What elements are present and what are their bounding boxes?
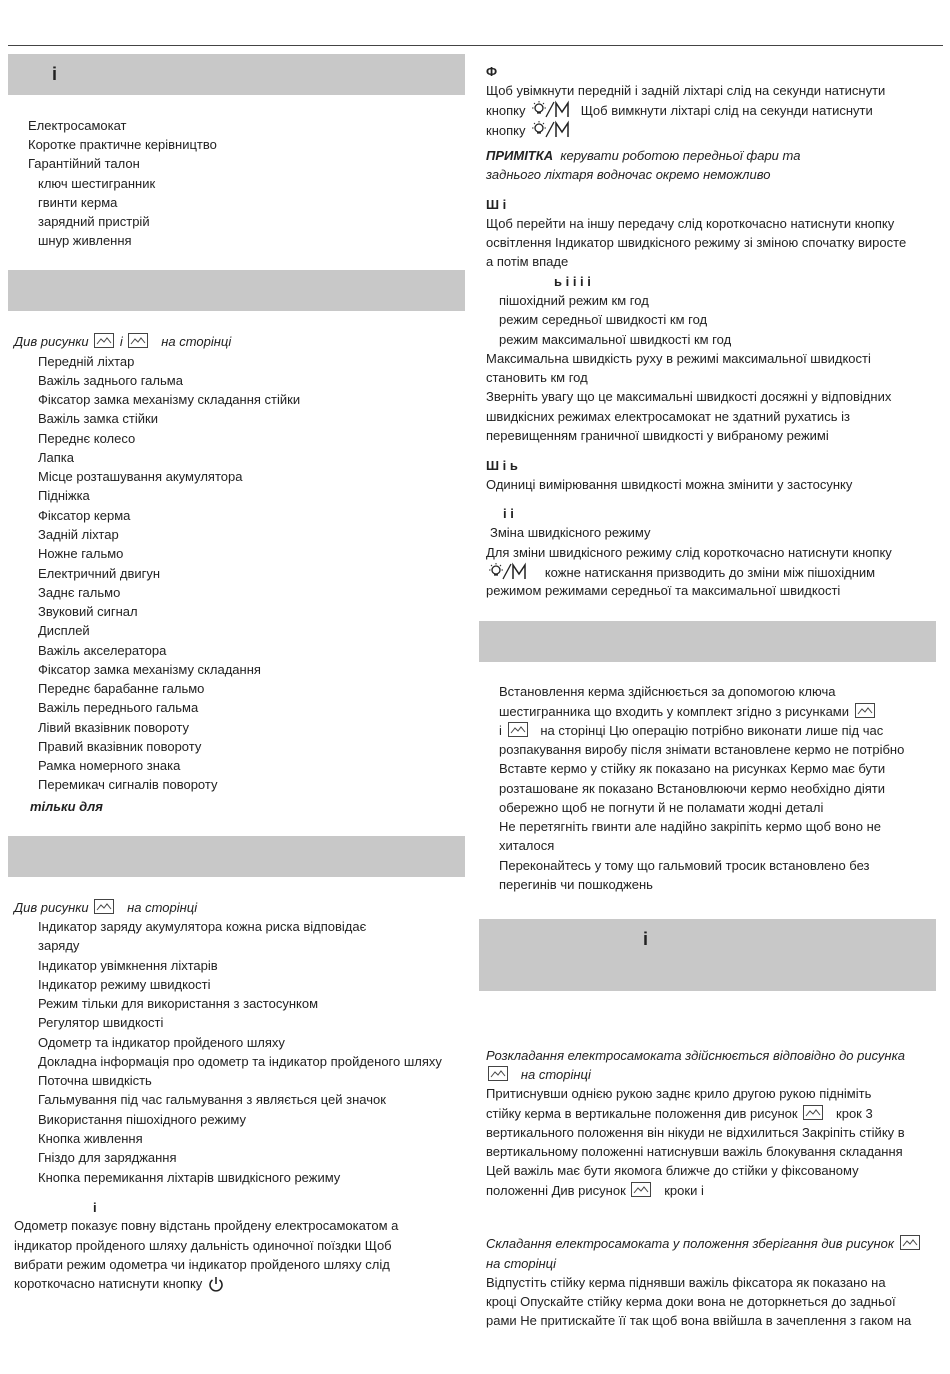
display-item: Індикатор режиму швидкості xyxy=(38,977,211,992)
image-icon xyxy=(803,1105,823,1120)
contents-item: Коротке практичне керівництво xyxy=(28,137,217,152)
parts-item: Фіксатор керма xyxy=(38,508,131,523)
section-bar-contents xyxy=(8,54,465,95)
parts-item: Фіксатор замка механізму складання стійки xyxy=(38,392,301,407)
parts-item: Заднє гальмо xyxy=(38,585,121,600)
fold-text: Відпустіть стійку керма піднявши важіль фіксатора як показано на xyxy=(486,1275,886,1290)
display-item: Індикатор увімкнення ліхтарів xyxy=(38,958,218,973)
odometer-text: індикатор пройденого шляху дальність одиночної поїздки Щоб xyxy=(14,1238,392,1253)
mode-item: режим середньої швидкості км год xyxy=(499,312,708,327)
odometer-text: вибрати режим одометра чи індикатор пройденого шляху слід xyxy=(14,1257,390,1272)
display-item: заряду xyxy=(38,938,80,953)
section-bar-handlebar xyxy=(479,621,936,662)
contents-item: гвинти керма xyxy=(38,195,118,210)
display-item: Регулятор швидкості xyxy=(38,1015,164,1030)
gear-text: Щоб перейти на іншу передачу слід короткочасно натиснути кнопку xyxy=(486,216,895,231)
handlebar-text: шестигранника що входить у комплект згідно з рисунками xyxy=(499,702,877,721)
parts-item: Підніжка xyxy=(38,488,90,503)
note-label: ПРИМІТКА xyxy=(486,148,554,163)
odometer-text: Одометр показує повну відстань пройдену електросамокатом а xyxy=(14,1218,399,1233)
parts-item: Місце розташування акумулятора xyxy=(38,469,243,484)
parts-item: Передній ліхтар xyxy=(38,354,135,369)
change-heading: і і xyxy=(503,506,514,521)
handlebar-text: хиталося xyxy=(499,838,555,853)
change-subheading: Зміна швидкісного режиму xyxy=(490,525,651,540)
display-item: Кнопка перемикання ліхтарів швидкісного режиму xyxy=(38,1170,341,1185)
units-text: Одиниці вимірювання швидкості можна змінити у застосунку xyxy=(486,477,853,492)
lights-heading: Ф xyxy=(486,64,498,79)
handlebar-text: обережно щоб не погнути й не поламати жодні деталі xyxy=(499,800,824,815)
lights-text: Щоб увімкнути передній і задній ліхтарі слід на секунди натиснути xyxy=(486,83,886,98)
parts-item: Важіль акселератора xyxy=(38,643,167,658)
unfold-text: вертикальному положенні натиснувши важіль блокування складання xyxy=(486,1144,903,1159)
modes-heading: ь і і і і xyxy=(554,274,591,289)
parts-item: Важіль заднього гальма xyxy=(38,373,183,388)
contents-item: шнур живлення xyxy=(38,233,132,248)
image-icon xyxy=(508,722,528,737)
unfold-text: Цей важіль має бути якомога ближче до стійки у фіксованому xyxy=(486,1163,859,1178)
light-mode-icon xyxy=(531,100,575,118)
parts-item: Задній ліхтар xyxy=(38,527,119,542)
handlebar-text: і на сторінці Цю операцію потрібно виконати лише під час xyxy=(499,723,884,738)
max-speed-text: становить км год xyxy=(486,370,588,385)
handlebar-text: Не перетягніть гвинти але надійно закріпіть кермо щоб воно не xyxy=(499,819,882,834)
parts-item: Важіль замка стійки xyxy=(38,411,158,426)
parts-item: Дисплей xyxy=(38,623,90,638)
section-bar-display xyxy=(8,836,465,877)
display-item: Використання пішохідного режиму xyxy=(38,1112,247,1127)
display-item: Поточна швидкість xyxy=(38,1073,152,1088)
image-icon xyxy=(900,1235,920,1250)
display-item: Одометр та індикатор пройденого шляху xyxy=(38,1035,285,1050)
handlebar-text: розпакування виробу після знімати встановлене кермо не потрібно xyxy=(499,742,905,757)
contents-item: ключ шестигранник xyxy=(38,176,156,191)
units-heading: Ш і ь xyxy=(486,458,518,473)
parts-item: Звуковий сигнал xyxy=(38,604,138,619)
handlebar-text: розташоване як показано Встановлюючи кермо необхідно діяти xyxy=(499,781,885,796)
fold-text: рами Не притискайте її так щоб вона ввійшла в зачеплення з гаком на xyxy=(486,1313,912,1328)
max-speed-text: швидкісних режимах електросамокат не здатний рухатись із xyxy=(486,409,850,424)
power-icon xyxy=(208,1276,224,1292)
change-text: кожне натискання призводить до зміни між пішохідним xyxy=(486,562,875,582)
image-icon xyxy=(631,1182,651,1197)
parts-item: Переднє колесо xyxy=(38,431,136,446)
unfold-intro: Розкладання електросамоката здійснюється відповідно до рисунка xyxy=(486,1048,905,1063)
display-item: Докладна інформація про одометр та індикатор пройденого шляху xyxy=(38,1054,442,1069)
display-item: Кнопка живлення xyxy=(38,1131,143,1146)
fold-intro: на сторінці xyxy=(486,1256,557,1271)
note-text: заднього ліхтаря водночас окремо неможливо xyxy=(486,167,771,182)
unfold-text: стійку керма в вертикальне положення див рисунок крок 3 xyxy=(486,1106,873,1121)
max-speed-text: перевищенням граничної швидкості у вибраному режимі xyxy=(486,428,829,443)
display-item: Режим тільки для використання з застосунком xyxy=(38,996,319,1011)
fold-text: кроці Опускайте стійку керма доки вона не доторкнеться до задньої xyxy=(486,1294,896,1309)
lights-text: кнопку xyxy=(486,120,577,140)
image-icon xyxy=(855,703,875,718)
light-mode-icon xyxy=(531,120,575,138)
fold-intro: Складання електросамоката у положення зберігання див рисунок xyxy=(486,1234,922,1253)
parts-item: Перемикач сигналів повороту xyxy=(38,777,218,792)
lights-text: кнопку Щоб вимкнути ліхтарі слід на секунди натиснути xyxy=(486,100,873,120)
gear-text: а потім впаде xyxy=(486,254,569,269)
change-text: Для зміни швидкісного режиму слід короткочасно натиснути кнопку xyxy=(486,545,892,560)
image-icon xyxy=(94,899,114,914)
unfold-text: вертикального положення він нікуди не відхилиться Закріпіть стійку в xyxy=(486,1125,905,1140)
section-bar-folding xyxy=(479,919,936,991)
odometer-heading: і xyxy=(93,1200,97,1215)
image-icon xyxy=(488,1066,508,1081)
parts-item: Правий вказівник повороту xyxy=(38,739,202,754)
change-text: режимом режимами середньої та максимальної швидкості xyxy=(486,583,841,598)
mode-item: режим максимальної швидкості км год xyxy=(499,332,732,347)
parts-item: Фіксатор замка механізму складання xyxy=(38,662,261,677)
unfold-text: Притиснувши однією рукою заднє крило другою рукою підніміть xyxy=(486,1086,872,1101)
contents-item: зарядний пристрій xyxy=(38,214,150,229)
parts-item: Важіль переднього гальма xyxy=(38,700,199,715)
display-item: Гніздо для заряджання xyxy=(38,1150,177,1165)
handlebar-text: Встановлення керма здійснюється за допомогою ключа xyxy=(499,684,836,699)
section-bar-parts xyxy=(8,270,465,311)
display-item: Індикатор заряду акумулятора кожна риска відповідає xyxy=(38,919,367,934)
light-mode-icon xyxy=(488,562,532,580)
gear-text: освітлення Індикатор швидкісного режиму зі зміною спочатку виросте xyxy=(486,235,907,250)
parts-item: Електричний двигун xyxy=(38,566,161,581)
handlebar-text: перегинів чи пошкоджень xyxy=(499,877,653,892)
odometer-text: короткочасно натиснути кнопку xyxy=(14,1274,224,1293)
image-icon xyxy=(94,333,114,348)
section-title-folding: і xyxy=(643,929,649,949)
max-speed-text: Зверніть увагу що це максимальні швидкості досяжні у відповідних xyxy=(486,389,892,404)
handlebar-text: Вставте кермо у стійку як показано на рисунках Кермо має бути xyxy=(499,761,886,776)
contents-item: Електросамокат xyxy=(28,118,127,133)
parts-item: Ножне гальмо xyxy=(38,546,124,561)
parts-item: Рамка номерного знака xyxy=(38,758,181,773)
section-title-contents: і xyxy=(52,64,58,84)
gear-heading: Ш і xyxy=(486,197,507,212)
unfold-text: положенні Див рисунок кроки і xyxy=(486,1183,704,1198)
mode-item: пішохідний режим км год xyxy=(499,293,649,308)
unfold-intro: на сторінці xyxy=(486,1065,591,1084)
display-item: Гальмування під час гальмування з являється цей значок xyxy=(38,1092,386,1107)
image-icon xyxy=(128,333,148,348)
parts-item: Лівий вказівник повороту xyxy=(38,720,189,735)
note: ПРИМІТКА керувати роботою передньої фари та xyxy=(486,148,801,163)
parts-figure-ref: Див рисунки і на сторінці xyxy=(14,334,232,349)
parts-note: тільки для xyxy=(30,799,103,814)
display-figure-ref: Див рисунки на сторінці xyxy=(14,900,198,915)
max-speed-text: Максимальна швидкість руху в режимі максимальної швидкості xyxy=(486,351,871,366)
contents-item: Гарантійний талон xyxy=(28,156,140,171)
parts-item: Переднє барабанне гальмо xyxy=(38,681,205,696)
parts-item: Лапка xyxy=(38,450,75,465)
top-rule xyxy=(8,45,943,46)
handlebar-text: Переконайтесь у тому що гальмовий тросик встановлено без xyxy=(499,858,870,873)
